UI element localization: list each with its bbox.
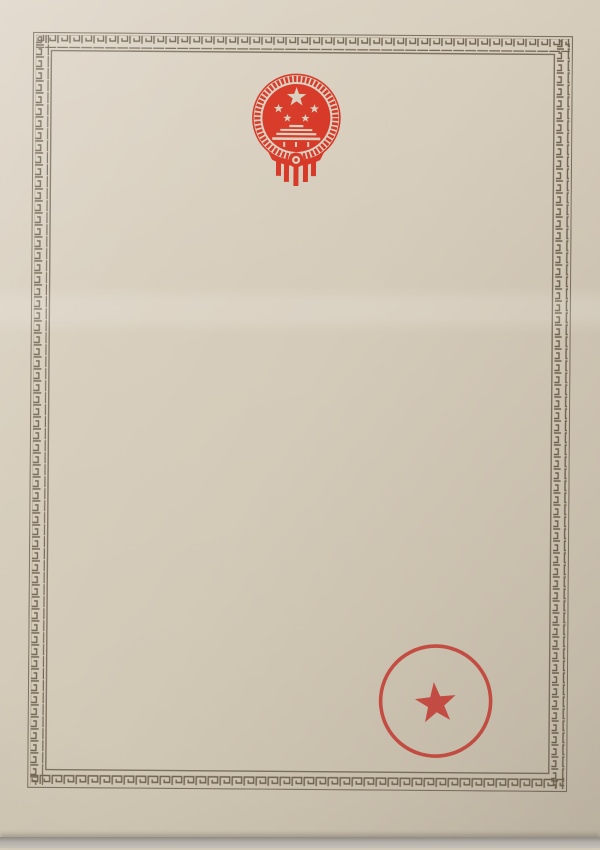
field-label <box>92 390 196 391</box>
field-label <box>92 381 196 382</box>
field-row-legal-rep <box>92 363 547 367</box>
field-label <box>93 336 197 337</box>
field-label <box>92 399 196 400</box>
field-label <box>92 363 196 364</box>
national-emblem-icon <box>250 68 343 189</box>
license-footer <box>0 808 597 816</box>
field-row-capital <box>92 372 547 376</box>
field-row-address <box>93 354 548 358</box>
license-fields <box>92 336 548 412</box>
field-label <box>93 354 197 355</box>
field-label <box>92 372 196 373</box>
field-label <box>93 345 197 346</box>
field-row-founding-date <box>92 381 547 385</box>
field-row-type <box>93 345 548 349</box>
field-row-business-scope <box>92 399 547 403</box>
field-value <box>208 400 547 403</box>
field-row-term <box>92 390 547 394</box>
paper-edge-shadow <box>0 837 600 848</box>
qr-code-icon <box>110 619 203 712</box>
official-seal-icon <box>365 632 507 774</box>
